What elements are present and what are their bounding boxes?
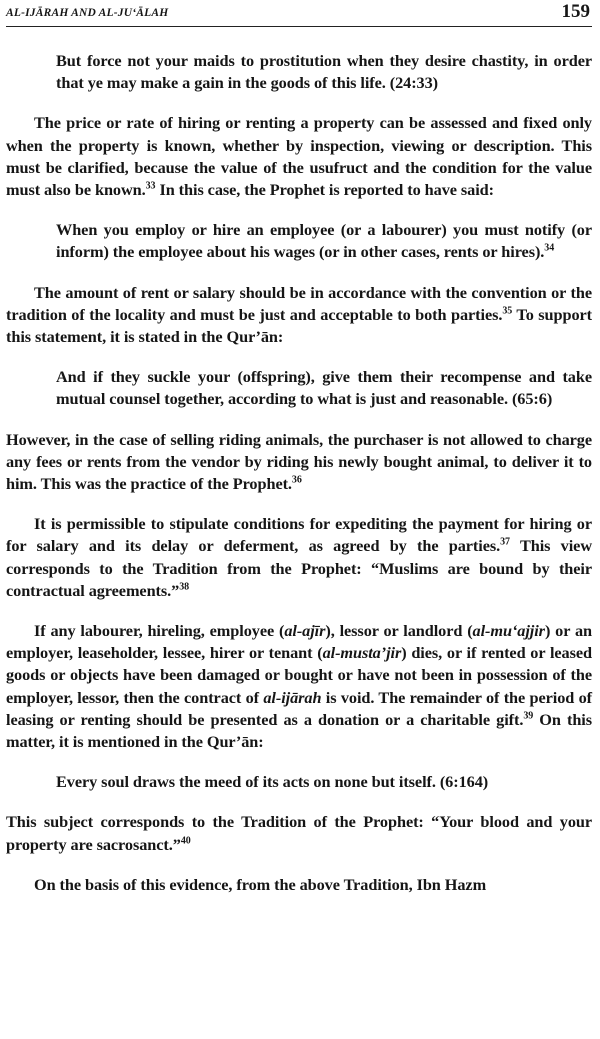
quote-text: Every soul draws the meed of its acts on none but itself. (6:164): [56, 772, 489, 792]
page-number: 159: [561, 1, 590, 22]
paragraph: [6, 513, 592, 602]
paragraph-text: In this case, the Prophet is reported to have said:: [155, 180, 494, 200]
quote-block: [56, 219, 592, 263]
paragraph-text: If any labourer, hireling, employee (: [34, 621, 285, 641]
paragraph-text: However, in the case of selling riding animals, the purchaser is not allowed to charge any fees or rents from the vendor by riding his newly bought animal, to deliver it to him. This was the practice of the Prophet.: [6, 429, 592, 494]
footnote-ref[interactable]: 33: [145, 180, 156, 192]
footnote-ref[interactable]: 36: [291, 474, 302, 486]
paragraph-text: The price or rate of hiring or renting a property can be assessed and fixed only when the property is known, whether by inspection, viewing or description. This must be clarified, because the value of the usufruct and the condition for the value must also be known.: [6, 113, 592, 200]
footnote-ref[interactable]: 35: [502, 305, 513, 317]
footnote-ref[interactable]: 39: [523, 710, 534, 722]
page-header: [6, 0, 592, 27]
paragraph: [6, 112, 592, 201]
paragraph-text: is void. The remainder of the period of leasing or renting should be presented as a donation or a charitable gift.: [6, 687, 592, 729]
paragraph-text: This view corresponds to the Tradition from the Prophet: “Muslims are bound by their contractual agreements.”: [6, 536, 592, 600]
quote-text: But force not your maids to prostitution when they desire chastity, in order that ye may make a gain in the goods of this life. (24:33): [56, 51, 592, 93]
paragraph: [6, 620, 592, 753]
paragraph: [6, 811, 592, 855]
footnote-ref[interactable]: 40: [180, 835, 191, 847]
footnote-ref[interactable]: 34: [544, 243, 555, 254]
paragraph-text: This subject corresponds to the Tradition of the Prophet: “Your blood and your property are sacrosanct.”: [6, 812, 592, 854]
footnote-ref[interactable]: 38: [179, 581, 190, 593]
arabic-term: al-ijārah: [263, 687, 322, 707]
paragraph-text: On this matter, it is mentioned in the Qur’ān:: [6, 709, 592, 752]
quote-text: When you employ or hire an employee (or a labourer) you must notify (or inform) the employee about his wages (or in other cases, rents or hires).: [56, 220, 592, 262]
paragraph-text: It is permissible to stipulate conditions for expediting the payment for hiring or for salary and its delay or deferment, as agreed by the parties.: [6, 514, 592, 556]
paragraph: [6, 429, 592, 496]
page-body: [6, 50, 592, 914]
paragraph-text: ), lessor or landlord (: [325, 621, 473, 641]
paragraph-text: The amount of rent or salary should be in accordance with the convention or the tradition of the locality and must be just and acceptable to both parties.: [6, 282, 592, 324]
quote-block: [56, 366, 592, 410]
arabic-term: al-musta’jir: [322, 643, 402, 663]
arabic-term: al-ajīr: [284, 621, 326, 641]
running-head: AL-IJĀRAH AND AL-JU‘ĀLAH: [6, 7, 169, 19]
footnote-ref[interactable]: 37: [500, 537, 510, 549]
quote-text: And if they suckle your (offspring), give them their recompense and take mutual counsel together, according to what is just and reasonable. (65:6): [56, 367, 592, 409]
paragraph: [6, 874, 592, 896]
paragraph: [6, 282, 592, 349]
paragraph-text: ) or an employer, leaseholder, lessee, hirer or tenant (: [6, 621, 592, 663]
paragraph-text: On the basis of this evidence, from the above Tradition, Ibn Hazm: [34, 874, 487, 894]
quote-block: [56, 50, 592, 94]
paragraph-text: To support this statement, it is stated in the Qur’ān:: [6, 304, 592, 347]
arabic-term: al-mu‘ajjir: [472, 621, 545, 641]
quote-block: [56, 771, 592, 793]
paragraph-text: ) dies, or if rented or leased goods or objects have been damaged or bought or have not been in possession of the employer, lessor, then the contract of: [6, 643, 592, 707]
